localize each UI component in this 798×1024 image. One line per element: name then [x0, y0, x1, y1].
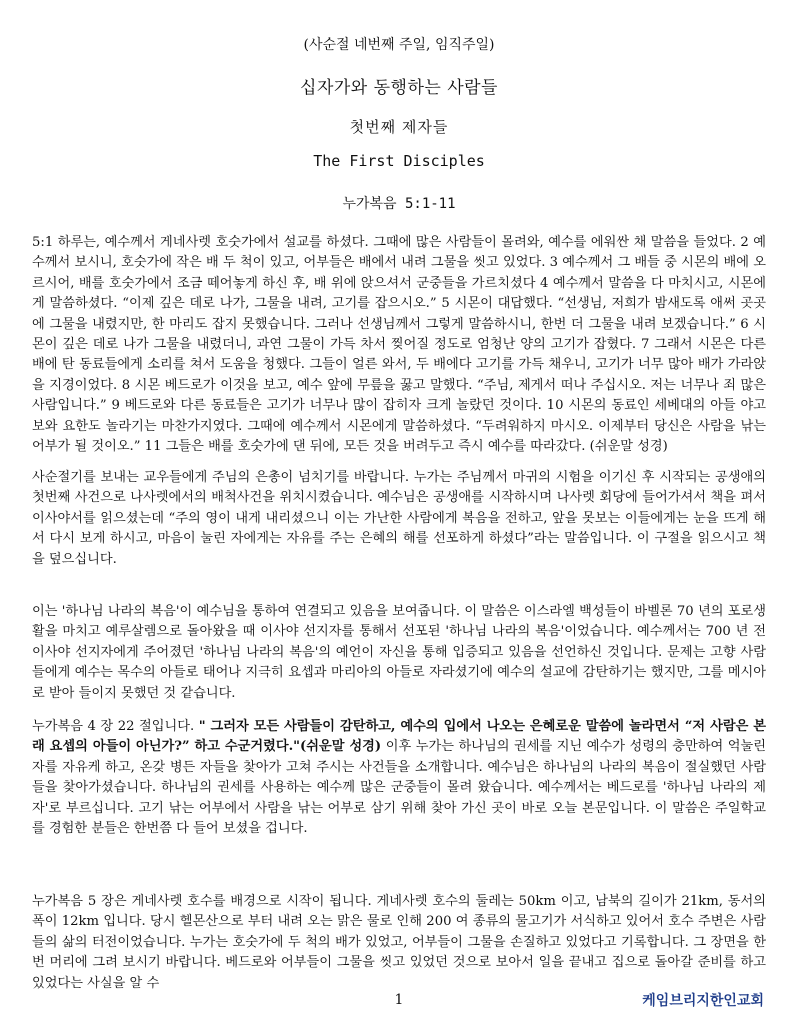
body-paragraph-4 [32, 892, 766, 994]
page-number: 1 [394, 992, 404, 1008]
sermon-subtitle-english: The First Disciples [313, 152, 485, 170]
scripture-reference: 누가복음 5:1-11 [342, 196, 456, 212]
scripture-text: 5:1 하루는, 예수께서 게네사렛 호숫가에서 설교를 하셨다. 그때에 많은 사람들이 몰려와, 예수를 에워싼 채 말씀을 들었다. 2 예수께서 보시니, 호숫가에 작은 배 두 척이 있고, 어부들은 배에서 내려 그물을 씻고 있었다. 3 예수께서 그 배들 중 시몬의 배에 오르시어, 배를 호숫가에서 조금 떼어놓게 하신 후, 배 위에 앉으셔서 군중들을 가르치셨다 4 예수께서 말씀을 다 마치시고, 시몬에게 말씀하셨다. “이제 깊은 데로 나가, 그물을 내려, 고기를 잡으시오.” 5 시몬이 대답했다. “선생님, 저희가 밤새도록 애써 곳곳에 그물을 내렸지만, 한 마리도 잡지 못했습니다. 그러나 선생님께서 그렇게 말씀하시니, 한번 더 그물을 내려 보겠습니다.” 6 시몬이 깊은 데로 나가 그물을 내렸더니, 과연 그물이 가득 차서 찢어질 정도로 엄청난 양의 고기가 잡혔다. 7 그래서 시몬은 다른 배에 탄 동료들에게 소리를 쳐서 도움을 청했다. 그들이 얼른 와서, 두 배에다 고기를 가득 채우니, 고기가 너무 많아 배가 가라앉을 지경이었다. 8 시몬 베드로가 이것을 보고, 예수 앞에 무릎을 꿇고 말했다. “주님, 제게서 떠나 주십시오. 저는 너무나 죄 많은 사람입니다.” 9 베드로와 다른 동료들은 고기가 너무나 많이 잡히자 크게 놀랐던 것이다. 10 시몬의 동료인 세베대의 아들 야고보와 요한도 놀라기는 마찬가지였다. 그때에 예수께서 시몬에게 말씀하셨다. “두려워하지 마시오. 이제부터 당신은 사람을 낚는 어부가 될 것이오.” 11 그들은 배를 호숫가에 댄 뒤에, 모든 것을 버려두고 즉시 예수를 따라갔다. (쉬운말 성경) [32, 235, 766, 455]
body-paragraph-3 [32, 717, 766, 839]
body-paragraph-1 [32, 468, 766, 570]
paragraph-text: 사순절기를 보내는 교우들에게 주님의 은총이 넘치기를 바랍니다. 누가는 주님께서 마귀의 시험을 이기신 후 시작되는 공생애의 첫번째 사건으로 나사렛에서의 배척사건을 위치시켰습니다. 예수님은 공생애를 시작하시며 나사렛 회당에 들어가셔서 책을 펴서 이사야서를 읽으셨는데 “주의 영이 내게 내리셨으니 이는 가난한 사람에게 복음을 전하고, 앞을 못보는 이들에게는 눈을 뜨게 해서 다시 보게 하시고, 마음이 눌린 자에게는 자유를 주는 은혜의 해를 선포하게 하셨다”라는 말씀입니다. 이 구절을 읽으시고 책을 덮으십니다. [32, 470, 766, 567]
paragraph-text: 이는 '하나님 나라의 복음'이 예수님을 통하여 연결되고 있음을 보여줍니다. 이 말씀은 이스라엘 백성들이 바벨론 70 년의 포로생활을 마치고 예루살렘으로 돌아왔을 때 이사야 선지자를 통해서 선포된 '하나님 나라의 복음'이었습니다. 예수께서는 700 년 전 이사야 선지자에게 주어졌던 '하나님 나라의 복음'의 예언이 자신을 통해 입증되고 있음을 선언하신 것입니다. 문제는 고향 사람들에게 예수는 목수의 아들로 태어나 지극히 요셉과 마리아의 아들로 자라셨기에 예수의 설교에 감탄하기는 했지만, 그를 메시아로 받아 들이지 못했던 것 같습니다. [32, 604, 766, 701]
paragraph-lead: 누가복음 4 장 22 절입니다. [32, 719, 199, 734]
occasion-line: (사순절 네번째 주일, 임직주일) [303, 37, 495, 53]
bold-quote: " 그러자 모든 사람들이 감탄하고, 예수의 입에서 나오는 은혜로운 말씀에 놀라면서 “저 사람은 본래 요셉의 아들이 아닌가?” 하고 수군거렸다."(쉬운말 성경) [32, 719, 766, 755]
paragraph-rest: 이후 누가는 하나님의 권세를 지닌 예수가 성령의 충만하여 억눌린 자를 자유케 하고, 온갖 병든 자들을 찾아가 고쳐 주시는 사건들을 소개합니다. 예수님은 하나님의 나라의 복음이 절실했던 사람들을 찾아가셨습니다. 하나님의 권세를 사용하는 예수께 많은 군중들이 몰려 왔습니다. 예수께서는 베드로를 '하나님 나라의 제자'로 부르십니다. 고기 낚는 어부에서 사람을 낚는 어부로 삼기 위해 찾아 가신 곳이 바로 오늘 본문입니다. 이 말씀은 주일학교를 경험한 분들은 한번쯤 다 들어 보셨을 겁니다. [32, 739, 767, 837]
paragraph-text: 누가복음 5 장은 게네사렛 호수를 배경으로 시작이 됩니다. 게네사렛 호수의 둘레는 50km 이고, 남북의 길이가 21km, 동서의 폭이 12km 입니다. 당시 헬몬산으로 부터 내려 오는 맑은 물로 인해 200 여 종류의 물고기가 서식하고 있어서 호수 주변은 사람들의 삶의 터전이었습니다. 누가는 호숫가에 두 척의 배가 있었고, 어부들이 그물을 손질하고 있었다고 기록합니다. 그 장면을 한번 머리에 그려 보시기 바랍니다. 베드로와 어부들이 그물을 씻고 있었던 것으로 보아서 일을 끝내고 집으로 돌아갈 준비를 하고 있었다는 사실을 알 수 [32, 894, 766, 991]
body-paragraph-2 [32, 602, 766, 704]
sermon-subtitle-korean: 첫번째 제자들 [349, 118, 449, 136]
church-name: 케임브리지한인교회 [642, 993, 764, 1009]
sermon-title: 십자가와 동행하는 사람들 [300, 78, 498, 98]
paragraph-text [32, 717, 766, 839]
scripture-paragraph [32, 233, 766, 457]
